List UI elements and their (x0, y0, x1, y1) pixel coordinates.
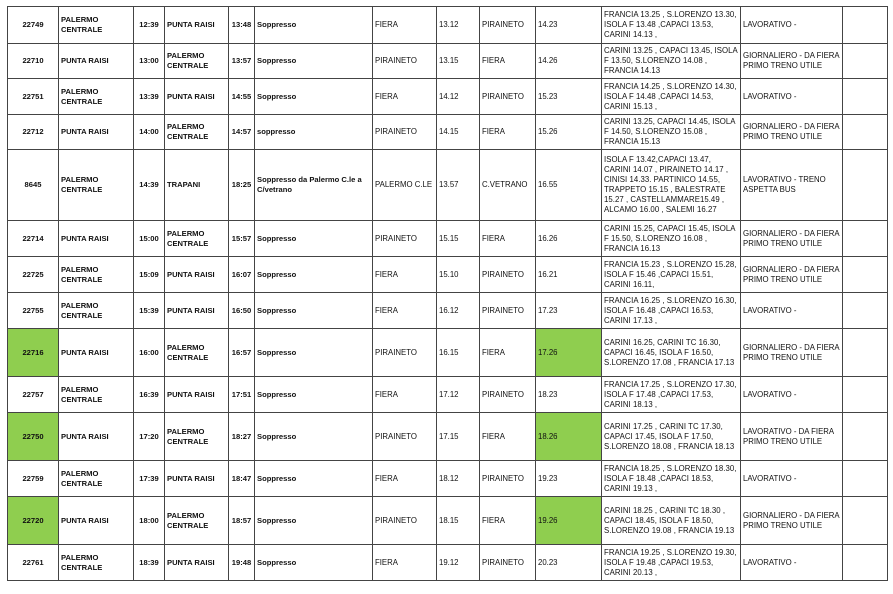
status-cell: Soppresso (255, 221, 373, 257)
service-type: LAVORATIVO - TRENO ASPETTA BUS (741, 150, 843, 221)
replacement-to-time: 15.26 (536, 115, 602, 150)
departure-time: 13:39 (134, 79, 165, 115)
replacement-from-time: 13.15 (437, 44, 480, 79)
intermediate-stops: FRANCIA 15.23 , S.LORENZO 15.28, ISOLA F 15.46 ,CAPACI 15.51, CARINI 16.11, (602, 257, 741, 293)
replacement-to: FIERA (480, 497, 536, 545)
intermediate-stops: CARINI 17.25 , CARINI TC 17.30, CAPACI 17.45, ISOLA F 17.50, S.LORENZO 18.08 , FRANCIA 18.13 (602, 413, 741, 461)
empty-cell (843, 44, 888, 79)
train-number: 22749 (8, 7, 59, 44)
departure-time: 15:09 (134, 257, 165, 293)
arrival-time: 19:48 (229, 545, 255, 581)
empty-cell (843, 7, 888, 44)
status-cell: Soppresso (255, 79, 373, 115)
status-cell: Soppresso (255, 545, 373, 581)
empty-cell (843, 377, 888, 413)
destination-station: PUNTA RAISI (165, 7, 229, 44)
replacement-from-time: 18.15 (437, 497, 480, 545)
status-cell: Soppresso (255, 461, 373, 497)
replacement-to-time: 15.23 (536, 79, 602, 115)
replacement-from-time: 15.15 (437, 221, 480, 257)
empty-cell (843, 413, 888, 461)
intermediate-stops: ISOLA F 13.42,CAPACI 13.47, CARINI 14.07 , PIRAINETO 14.17 , CINISI 14.33. PARTINICO 14.55, TRAPPETO 15.15 , BALESTRATE 15.27 , CASTELLAMMARE15.49 , ALCAMO 16.00 , SALEMI 16.27 (602, 150, 741, 221)
table-row (8, 293, 888, 329)
train-number: 22716 (8, 329, 59, 377)
empty-cell (843, 115, 888, 150)
departure-time: 16:39 (134, 377, 165, 413)
origin-station: PUNTA RAISI (59, 497, 134, 545)
status-cell: Soppresso da Palermo C.le a C/vetrano (255, 150, 373, 221)
table-row (8, 115, 888, 150)
replacement-from: PIRAINETO (373, 221, 437, 257)
arrival-time: 14:55 (229, 79, 255, 115)
replacement-from: FIERA (373, 257, 437, 293)
train-number: 22751 (8, 79, 59, 115)
replacement-from: PIRAINETO (373, 44, 437, 79)
destination-station: PUNTA RAISI (165, 293, 229, 329)
train-number: 8645 (8, 150, 59, 221)
departure-time: 13:00 (134, 44, 165, 79)
service-type: LAVORATIVO - (741, 79, 843, 115)
destination-station: PUNTA RAISI (165, 377, 229, 413)
origin-station: PALERMO CENTRALE (59, 79, 134, 115)
replacement-from-time: 14.12 (437, 79, 480, 115)
intermediate-stops: FRANCIA 14.25 , S.LORENZO 14.30, ISOLA F 14.48 ,CAPACI 14.53, CARINI 15.13 , (602, 79, 741, 115)
train-number: 22761 (8, 545, 59, 581)
intermediate-stops: FRANCIA 18.25 , S.LORENZO 18.30, ISOLA F 18.48 ,CAPACI 18.53, CARINI 19.13 , (602, 461, 741, 497)
service-type: GIORNALIERO - DA FIERA PRIMO TRENO UTILE (741, 44, 843, 79)
replacement-to-time: 18.23 (536, 377, 602, 413)
replacement-from-time: 16.12 (437, 293, 480, 329)
table-row (8, 461, 888, 497)
replacement-to: FIERA (480, 44, 536, 79)
arrival-time: 17:51 (229, 377, 255, 413)
empty-cell (843, 329, 888, 377)
table-row (8, 79, 888, 115)
intermediate-stops: FRANCIA 19.25 , S.LORENZO 19.30, ISOLA F 19.48 ,CAPACI 19.53, CARINI 20.13 , (602, 545, 741, 581)
departure-time: 17:20 (134, 413, 165, 461)
origin-station: PUNTA RAISI (59, 221, 134, 257)
status-cell: soppresso (255, 115, 373, 150)
arrival-time: 13:48 (229, 7, 255, 44)
origin-station: PUNTA RAISI (59, 44, 134, 79)
replacement-from: FIERA (373, 461, 437, 497)
service-type: LAVORATIVO - (741, 545, 843, 581)
destination-station: PALERMO CENTRALE (165, 44, 229, 79)
status-cell: Soppresso (255, 257, 373, 293)
service-type: GIORNALIERO - DA FIERA PRIMO TRENO UTILE (741, 115, 843, 150)
empty-cell (843, 293, 888, 329)
departure-time: 18:39 (134, 545, 165, 581)
table-row (8, 497, 888, 545)
replacement-to-time: 17.26 (536, 329, 602, 377)
status-cell: Soppresso (255, 7, 373, 44)
replacement-to: FIERA (480, 413, 536, 461)
empty-cell (843, 221, 888, 257)
replacement-to-time: 14.26 (536, 44, 602, 79)
arrival-time: 18:25 (229, 150, 255, 221)
train-number: 22710 (8, 44, 59, 79)
replacement-to-time: 16.55 (536, 150, 602, 221)
replacement-to-time: 16.21 (536, 257, 602, 293)
table-row (8, 257, 888, 293)
replacement-to: FIERA (480, 221, 536, 257)
replacement-from: PIRAINETO (373, 115, 437, 150)
arrival-time: 16:57 (229, 329, 255, 377)
service-type: GIORNALIERO - DA FIERA PRIMO TRENO UTILE (741, 497, 843, 545)
empty-cell (843, 257, 888, 293)
train-number: 22714 (8, 221, 59, 257)
status-cell: Soppresso (255, 293, 373, 329)
status-cell: Soppresso (255, 329, 373, 377)
service-type: LAVORATIVO - (741, 293, 843, 329)
origin-station: PALERMO CENTRALE (59, 545, 134, 581)
origin-station: PALERMO CENTRALE (59, 293, 134, 329)
replacement-to: PIRAINETO (480, 461, 536, 497)
arrival-time: 15:57 (229, 221, 255, 257)
replacement-from-time: 16.15 (437, 329, 480, 377)
service-type: LAVORATIVO - DA FIERA PRIMO TRENO UTILE (741, 413, 843, 461)
empty-cell (843, 79, 888, 115)
replacement-from-time: 17.12 (437, 377, 480, 413)
origin-station: PUNTA RAISI (59, 115, 134, 150)
destination-station: PALERMO CENTRALE (165, 329, 229, 377)
status-cell: Soppresso (255, 413, 373, 461)
intermediate-stops: CARINI 13.25 , CAPACI 13.45, ISOLA F 13.50, S.LORENZO 14.08 , FRANCIA 14.13 (602, 44, 741, 79)
replacement-to-time: 20.23 (536, 545, 602, 581)
replacement-to: PIRAINETO (480, 545, 536, 581)
replacement-from: PIRAINETO (373, 413, 437, 461)
service-type: GIORNALIERO - DA FIERA PRIMO TRENO UTILE (741, 329, 843, 377)
replacement-from: PALERMO C.LE (373, 150, 437, 221)
status-cell: Soppresso (255, 497, 373, 545)
replacement-from: FIERA (373, 377, 437, 413)
intermediate-stops: CARINI 16.25, CARINI TC 16.30, CAPACI 16.45, ISOLA F 16.50, S.LORENZO 17.08 , FRANCIA 17.13 (602, 329, 741, 377)
departure-time: 16:00 (134, 329, 165, 377)
arrival-time: 18:27 (229, 413, 255, 461)
origin-station: PALERMO CENTRALE (59, 150, 134, 221)
intermediate-stops: CARINI 18.25 , CARINI TC 18.30 , CAPACI 18.45, ISOLA F 18.50, S.LORENZO 19.08 , FRANCIA 19.13 (602, 497, 741, 545)
destination-station: PALERMO CENTRALE (165, 115, 229, 150)
arrival-time: 18:57 (229, 497, 255, 545)
replacement-from-time: 14.15 (437, 115, 480, 150)
replacement-to-time: 14.23 (536, 7, 602, 44)
replacement-to: PIRAINETO (480, 7, 536, 44)
replacement-from-time: 18.12 (437, 461, 480, 497)
departure-time: 15:00 (134, 221, 165, 257)
train-number: 22757 (8, 377, 59, 413)
schedule-rows (8, 7, 888, 581)
train-number: 22755 (8, 293, 59, 329)
arrival-time: 16:50 (229, 293, 255, 329)
replacement-to: PIRAINETO (480, 377, 536, 413)
origin-station: PALERMO CENTRALE (59, 377, 134, 413)
departure-time: 15:39 (134, 293, 165, 329)
destination-station: PALERMO CENTRALE (165, 413, 229, 461)
intermediate-stops: FRANCIA 17.25 , S.LORENZO 17.30, ISOLA F 17.48 ,CAPACI 17.53, CARINI 18.13 , (602, 377, 741, 413)
replacement-to-time: 18.26 (536, 413, 602, 461)
intermediate-stops: FRANCIA 16.25 , S.LORENZO 16.30, ISOLA F 16.48 ,CAPACI 16.53, CARINI 17.13 , (602, 293, 741, 329)
replacement-from: PIRAINETO (373, 329, 437, 377)
table-row (8, 221, 888, 257)
intermediate-stops: FRANCIA 13.25 , S.LORENZO 13.30, ISOLA F 13.48 ,CAPACI 13.53, CARINI 14.13 , (602, 7, 741, 44)
departure-time: 14:00 (134, 115, 165, 150)
service-type: LAVORATIVO - (741, 377, 843, 413)
train-number: 22725 (8, 257, 59, 293)
replacement-from: FIERA (373, 293, 437, 329)
replacement-from: FIERA (373, 7, 437, 44)
replacement-to: FIERA (480, 115, 536, 150)
table-row (8, 150, 888, 221)
intermediate-stops: CARINI 13.25, CAPACI 14.45, ISOLA F 14.50, S.LORENZO 15.08 , FRANCIA 15.13 (602, 115, 741, 150)
origin-station: PUNTA RAISI (59, 329, 134, 377)
replacement-to: PIRAINETO (480, 79, 536, 115)
empty-cell (843, 150, 888, 221)
arrival-time: 18:47 (229, 461, 255, 497)
origin-station: PALERMO CENTRALE (59, 7, 134, 44)
table-row (8, 7, 888, 44)
origin-station: PUNTA RAISI (59, 413, 134, 461)
replacement-to-time: 17.23 (536, 293, 602, 329)
intermediate-stops: CARINI 15.25, CAPACI 15.45, ISOLA F 15.50, S.LORENZO 16.08 , FRANCIA 16.13 (602, 221, 741, 257)
schedule-table (7, 6, 888, 581)
replacement-from: FIERA (373, 545, 437, 581)
departure-time: 17:39 (134, 461, 165, 497)
destination-station: PUNTA RAISI (165, 257, 229, 293)
destination-station: PUNTA RAISI (165, 79, 229, 115)
empty-cell (843, 545, 888, 581)
train-number: 22750 (8, 413, 59, 461)
departure-time: 18:00 (134, 497, 165, 545)
arrival-time: 13:57 (229, 44, 255, 79)
replacement-to: PIRAINETO (480, 293, 536, 329)
destination-station: TRAPANI (165, 150, 229, 221)
replacement-to: PIRAINETO (480, 257, 536, 293)
destination-station: PUNTA RAISI (165, 461, 229, 497)
empty-cell (843, 497, 888, 545)
replacement-from-time: 13.12 (437, 7, 480, 44)
destination-station: PALERMO CENTRALE (165, 497, 229, 545)
replacement-to: C.VETRANO (480, 150, 536, 221)
replacement-to-time: 16.26 (536, 221, 602, 257)
table-row (8, 44, 888, 79)
table-row (8, 377, 888, 413)
replacement-from-time: 17.15 (437, 413, 480, 461)
replacement-from-time: 15.10 (437, 257, 480, 293)
departure-time: 12:39 (134, 7, 165, 44)
replacement-from: FIERA (373, 79, 437, 115)
status-cell: Soppresso (255, 377, 373, 413)
arrival-time: 14:57 (229, 115, 255, 150)
departure-time: 14:39 (134, 150, 165, 221)
origin-station: PALERMO CENTRALE (59, 461, 134, 497)
table-row (8, 329, 888, 377)
replacement-to-time: 19.26 (536, 497, 602, 545)
arrival-time: 16:07 (229, 257, 255, 293)
replacement-to: FIERA (480, 329, 536, 377)
status-cell: Soppresso (255, 44, 373, 79)
service-type: LAVORATIVO - (741, 461, 843, 497)
replacement-from-time: 13.57 (437, 150, 480, 221)
table-row (8, 545, 888, 581)
service-type: GIORNALIERO - DA FIERA PRIMO TRENO UTILE (741, 257, 843, 293)
destination-station: PALERMO CENTRALE (165, 221, 229, 257)
replacement-from-time: 19.12 (437, 545, 480, 581)
table-row (8, 413, 888, 461)
replacement-from: PIRAINETO (373, 497, 437, 545)
service-type: LAVORATIVO - (741, 7, 843, 44)
empty-cell (843, 461, 888, 497)
origin-station: PALERMO CENTRALE (59, 257, 134, 293)
train-number: 22720 (8, 497, 59, 545)
destination-station: PUNTA RAISI (165, 545, 229, 581)
train-number: 22759 (8, 461, 59, 497)
service-type: GIORNALIERO - DA FIERA PRIMO TRENO UTILE (741, 221, 843, 257)
train-number: 22712 (8, 115, 59, 150)
replacement-to-time: 19.23 (536, 461, 602, 497)
